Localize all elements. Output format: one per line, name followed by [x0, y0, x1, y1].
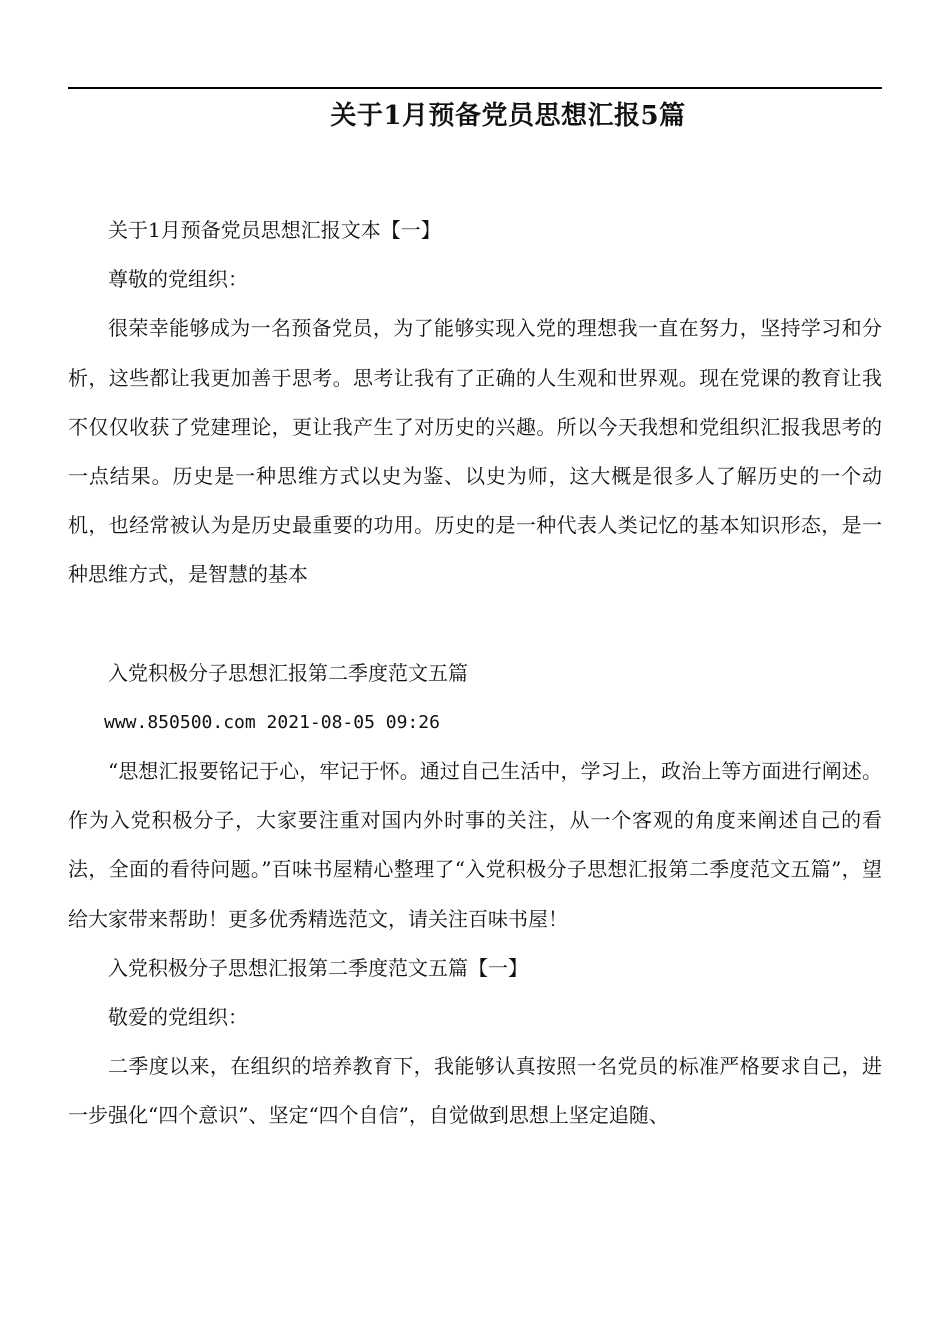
section2-source-line: www.850500.com 2021-08-05 09:26	[104, 711, 440, 733]
document-body	[68, 206, 882, 1141]
header-rule	[68, 87, 882, 89]
section2-salutation: 敬爱的党组织：	[108, 1005, 248, 1030]
section1-heading: 关于1月预备党员思想汇报文本【一】	[108, 218, 441, 242]
section2-paragraph: 二季度以来，在组织的培养教育下，我能够认真按照一名党员的标准严格要求自己，进一步强化“四个意识”、坚定“四个自信”，自觉做到思想上坚定追随、	[68, 1054, 882, 1128]
section1-salutation: 尊敬的党组织：	[108, 267, 248, 292]
section2-subheading: 入党积极分子思想汇报第二季度范文五篇【一】	[108, 955, 528, 980]
document-title: 关于1月预备党员思想汇报5篇	[330, 101, 686, 131]
section-gap	[68, 600, 882, 649]
section2-title: 入党积极分子思想汇报第二季度范文五篇	[108, 660, 468, 685]
section1-paragraph: 很荣幸能够成为一名预备党员，为了能够实现入党的理想我一直在努力，坚持学习和分析，这些都让我更加善于思考。思考让我有了正确的人生观和世界观。现在党课的教育让我不仅仅收获了党建理论，更让我产生了对历史的兴趣。所以今天我想和党组织汇报我思考的一点结果。历史是一种思维方式以史为鉴、以史为师，这大概是很多人了解历史的一个动机，也经常被认为是历史最重要的功用。历史的是一种代表人类记忆的基本知识形态，是一种思维方式，是智慧的基本	[68, 316, 882, 587]
section2-intro: “思想汇报要铭记于心，牢记于怀。通过自己生活中，学习上，政治上等方面进行阐述。作为入党积极分子，大家要注重对国内外时事的关注，从一个客观的角度来阐述自己的看法，全面的看待问题。”百味书屋精心整理了“入党积极分子思想汇报第二季度范文五篇”，望给大家带来帮助！更多优秀精选范文，请关注百味书屋！	[68, 759, 882, 931]
